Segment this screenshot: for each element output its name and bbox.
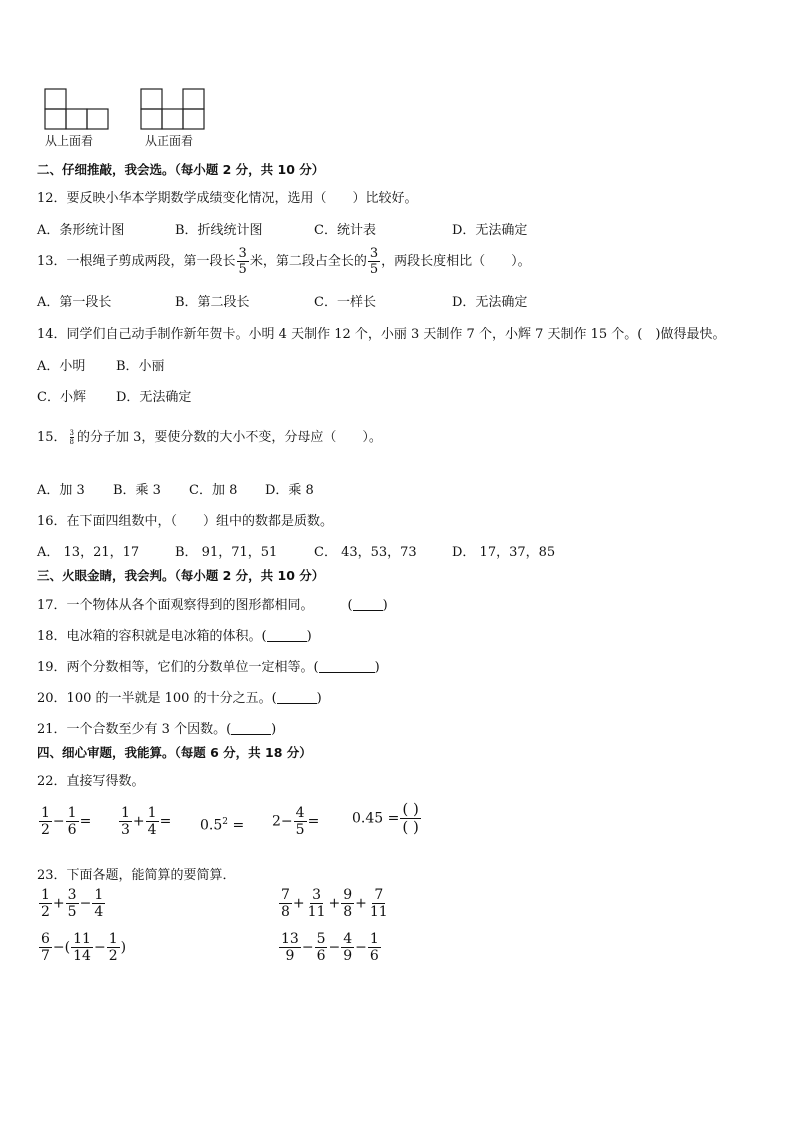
q22-expression-2: $\frac{1}{3}$ + $\frac{1}{4}$ =	[121, 805, 172, 838]
q13-option-a: A．第一段长	[37, 295, 112, 310]
q16-option-a: A． 13，21，17	[37, 545, 140, 560]
q23-expression-3: $\frac{6}{7}$ −( $\frac{11}{14}$ − $\frac{1}{2}$ )	[41, 931, 127, 964]
section4-heading: 四、细心审题，我能算。（每题 6 分，共 18 分）	[37, 745, 312, 760]
q16-option-b: B． 91，71，51	[175, 545, 278, 560]
q23-stem: 23．下面各题，能简算的要简算．	[37, 868, 236, 883]
q12-option-a: A．条形统计图	[37, 223, 125, 238]
q19-statement: 19．两个分数相等，它们的分数单位一定相等。( )	[37, 660, 380, 675]
q23-expression-2: $\frac{7}{8}$ + $\frac{3}{11}$ + $\frac{9}{8}$ + $\frac{7}{11}$	[281, 887, 388, 920]
q13-fraction-2: $\frac{3}{5}$	[369, 246, 379, 277]
q22-answer-numerator[interactable]: ( )	[402, 800, 419, 818]
q16-option-c: C． 43，53，73	[314, 545, 417, 560]
q15-fraction: $\frac{3}{8}$	[69, 428, 75, 446]
q12-stem: 12．要反映小华本学期数学成绩变化情况，选用（ ）比较好。	[37, 191, 418, 206]
q17-statement: 17．一个物体从各个面观察得到的图形都相同。 ( )	[37, 598, 388, 613]
q15-option-b: B．乘 3	[113, 483, 161, 498]
section2-heading: 二、仔细推敲，我会选。（每小题 2 分，共 10 分）	[37, 162, 325, 177]
q14-stem: 14．同学们自己动手制作新年贺卡。小明 4 天制作 12 个，小丽 3 天制作 7 个，小辉 7 天制作 15 个。( )做得最快。	[37, 327, 726, 342]
top-view-figure	[44, 88, 110, 130]
q16-option-d: D． 17，37，85	[452, 545, 556, 560]
q12-option-c: C．统计表	[314, 223, 376, 238]
q12-option-b: B．折线统计图	[175, 223, 263, 238]
q15-option-c: C．加 8	[189, 483, 238, 498]
q21-statement: 21．一个合数至少有 3 个因数。( )	[37, 722, 277, 737]
q20-statement: 20．100 的一半就是 100 的十分之五。( )	[37, 691, 322, 706]
q22-stem: 22．直接写得数。	[37, 774, 145, 789]
q20-answer-blank[interactable]	[277, 691, 317, 704]
q14-option-d: D．无法确定	[116, 390, 192, 405]
front-view-caption: 从正面看	[145, 134, 194, 148]
q13-option-d: D．无法确定	[452, 295, 528, 310]
q12-option-d: D．无法确定	[452, 223, 528, 238]
q15-option-d: D．乘 8	[265, 483, 314, 498]
q18-statement: 18．电冰箱的容积就是电冰箱的体积。( )	[37, 629, 312, 644]
q14-option-c: C．小辉	[37, 390, 86, 405]
q13-option-b: B．第二段长	[175, 295, 250, 310]
q22-expression-3: $0.5^2$ =	[200, 817, 245, 834]
q13-option-c: C．一样长	[314, 295, 376, 310]
q23-expression-4: $\frac{13}{9}$ − $\frac{5}{6}$ − $\frac{4}{9}$ − $\frac{1}{6}$	[281, 931, 379, 964]
q18-answer-blank[interactable]	[267, 629, 307, 642]
q21-answer-blank[interactable]	[231, 722, 271, 735]
q19-answer-blank[interactable]	[319, 660, 375, 673]
top-view-caption: 从上面看	[45, 134, 94, 148]
q14-option-b: B．小丽	[116, 359, 165, 374]
q16-stem: 16．在下面四组数中，（ ）组中的数都是质数。	[37, 514, 334, 529]
q22-expression-1: $\frac{1}{2}$ − $\frac{1}{6}$ =	[41, 805, 92, 838]
q15-option-a: A．加 3	[37, 483, 85, 498]
section3-heading: 三、火眼金睛，我会判。（每小题 2 分，共 10 分）	[37, 568, 325, 583]
q23-expression-1: $\frac{1}{2}$ + $\frac{3}{5}$ − $\frac{1}{4}$	[41, 887, 104, 920]
q13-stem: 13．一根绳子剪成两段，第一段长 $\frac{3}{5}$ 米，第二段占全长的 $\frac{3}{5}$ ，两段长度相比（ ）。	[37, 246, 531, 277]
q22-expression-4: 2− $\frac{4}{5}$ =	[272, 805, 320, 838]
q14-option-a: A．小明	[37, 359, 86, 374]
q22-expression-5: 0.45 = $\frac{( )}{( )}$	[352, 800, 419, 836]
q13-fraction-1: $\frac{3}{5}$	[238, 246, 247, 277]
front-view-figure	[140, 88, 206, 130]
q15-stem: 15． $\frac{3}{8}$ 的分子加 3，要使分数的大小不变，分母应（ ）。	[37, 428, 382, 446]
q17-answer-blank[interactable]	[353, 598, 383, 611]
q22-answer-denominator[interactable]: ( )	[402, 818, 419, 836]
